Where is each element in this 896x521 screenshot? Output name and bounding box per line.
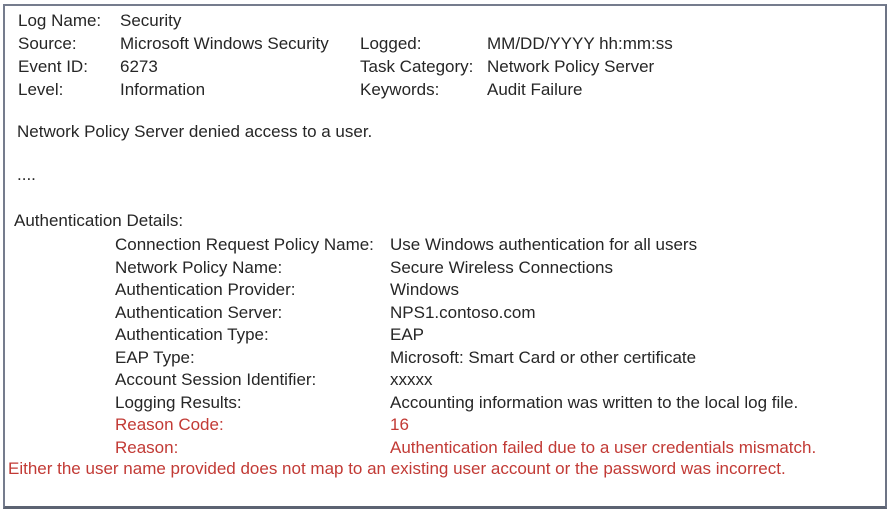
detail-row-account-session-identifier xyxy=(115,369,885,392)
keywords-value: Audit Failure xyxy=(487,80,583,99)
detail-label: Reason: xyxy=(115,437,179,457)
credentials-error-text: Either the user name provided does not map to an existing user account or the password was incorrect. xyxy=(8,459,786,478)
detail-row-reason xyxy=(115,437,885,460)
logged-value: MM/DD/YYYY hh:mm:ss xyxy=(487,34,673,53)
detail-label: Authentication Type: xyxy=(115,325,269,344)
detail-row-authentication-type xyxy=(115,324,885,347)
header-row-event-id xyxy=(18,55,878,78)
detail-label: Logging Results: xyxy=(115,392,242,412)
detail-label: Reason Code: xyxy=(115,415,224,434)
level-value: Information xyxy=(120,80,206,99)
header-row-0-spacer xyxy=(360,9,487,32)
header-row-log-name xyxy=(18,9,878,32)
detail-label: EAP Type: xyxy=(115,347,195,367)
detail-label: Authentication Provider: xyxy=(115,280,296,299)
logged-label: Logged: xyxy=(360,34,422,53)
authentication-details-list xyxy=(115,234,885,459)
event-id-value: 6273 xyxy=(120,57,158,76)
detail-value: EAP xyxy=(390,325,425,344)
detail-value: Authentication failed due to a user credentials mismatch. xyxy=(390,437,817,457)
detail-value: Microsoft: Smart Card or other certificate xyxy=(390,347,697,367)
detail-row-authentication-provider xyxy=(115,279,885,302)
detail-row-logging-results xyxy=(115,392,885,415)
event-description: Network Policy Server denied access to a user. xyxy=(17,122,373,141)
header-row-level xyxy=(18,78,878,101)
detail-value: 16 xyxy=(390,415,409,434)
detail-value: Accounting information was written to the local log file. xyxy=(390,392,799,412)
detail-value: Windows xyxy=(390,280,459,299)
source-label: Source: xyxy=(18,34,77,53)
log-name-label: Log Name: xyxy=(18,11,102,30)
detail-label: Authentication Server: xyxy=(115,302,283,322)
detail-value: Secure Wireless Connections xyxy=(390,257,613,277)
detail-label: Account Session Identifier: xyxy=(115,370,317,389)
keywords-label: Keywords: xyxy=(360,80,440,99)
header-row-0-spacer2 xyxy=(487,9,878,32)
detail-value: xxxxx xyxy=(390,370,433,389)
source-value: Microsoft Windows Security xyxy=(120,34,329,53)
detail-row-reason-code xyxy=(115,414,885,437)
task-category-value: Network Policy Server xyxy=(487,57,655,76)
authentication-details-heading: Authentication Details: xyxy=(14,211,184,230)
detail-value: NPS1.contoso.com xyxy=(390,302,536,322)
detail-value: Use Windows authentication for all users xyxy=(390,235,698,254)
detail-row-connection-request-policy xyxy=(115,234,885,257)
detail-label: Connection Request Policy Name: xyxy=(115,235,374,254)
ellipsis-text: .... xyxy=(17,165,36,184)
detail-row-authentication-server xyxy=(115,302,885,325)
detail-row-network-policy-name xyxy=(115,257,885,280)
event-header-fields xyxy=(18,9,878,101)
header-row-source xyxy=(18,32,878,55)
task-category-label: Task Category: xyxy=(360,57,474,76)
event-id-label: Event ID: xyxy=(18,57,88,76)
log-name-value: Security xyxy=(120,11,182,30)
detail-row-eap-type xyxy=(115,347,885,370)
detail-label: Network Policy Name: xyxy=(115,257,283,277)
level-label: Level: xyxy=(18,80,64,99)
